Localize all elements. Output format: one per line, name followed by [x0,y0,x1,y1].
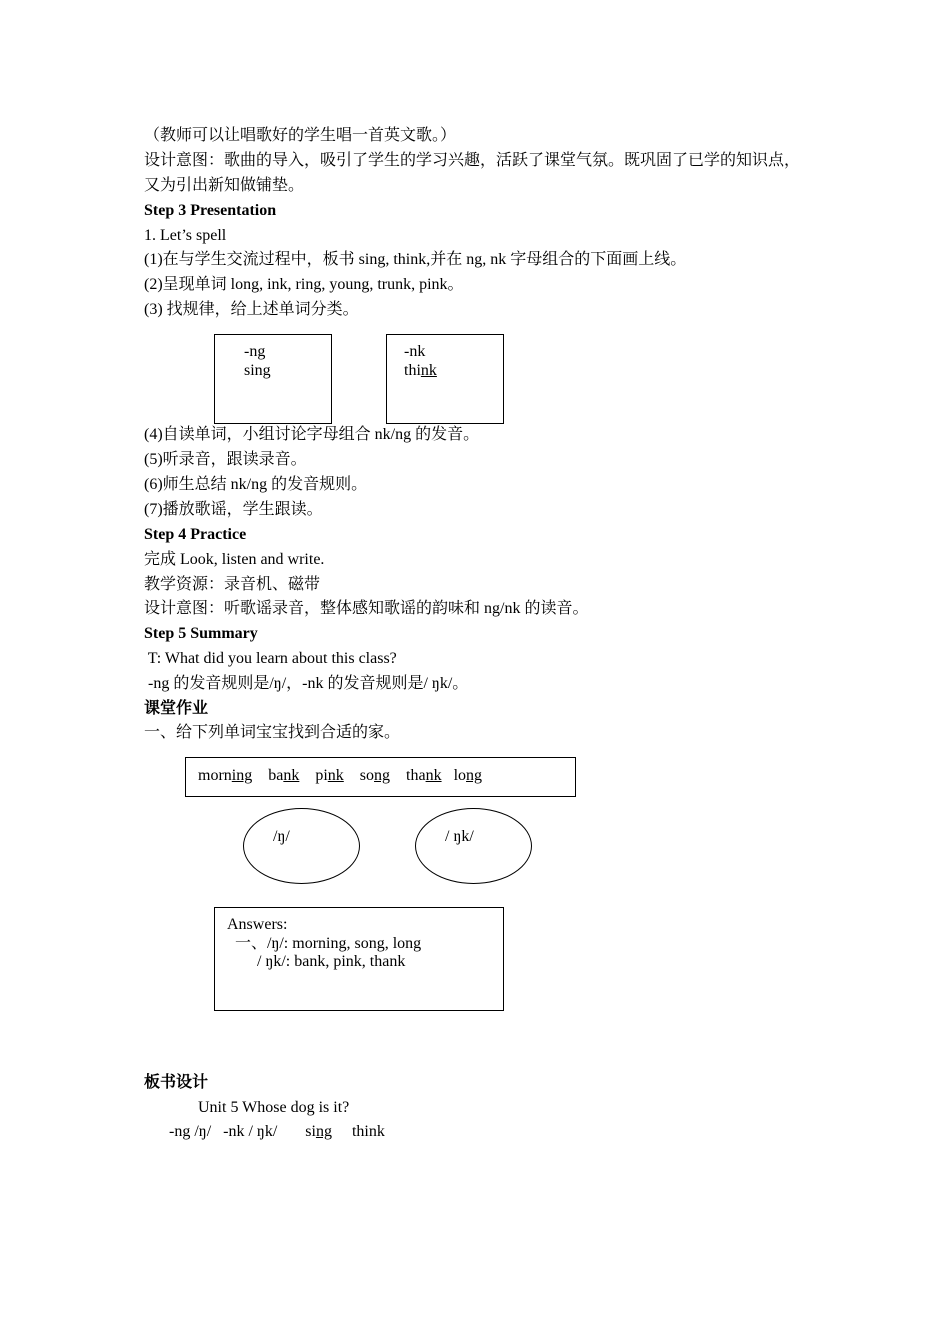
word-item: song [359,767,391,784]
step5-line-1: T: What did you learn about this class? [144,650,397,667]
word-item: thank [406,767,442,784]
board-row [169,1122,385,1142]
ng-sound-label: /ŋ/ [273,828,290,845]
nk-category-box [386,334,504,424]
board-title: Unit 5 Whose dog is it? [198,1099,350,1116]
word-item: long [453,767,483,784]
intro-line-1: （教师可以让唱歌好的学生唱一首英文歌。） [144,127,457,144]
ng-sound-oval [243,808,360,884]
step3-item-4: (4)自读单词，小组讨论字母组合 nk/ng 的发音。 [144,426,480,443]
homework-heading: 课堂作业 [144,700,209,717]
word-item: morning [198,767,253,784]
board-nk-rule: -nk / ŋk/ [223,1123,278,1140]
step4-line-2: 教学资源：录音机、磁带 [144,576,321,593]
step3-item-2: (2)呈现单词 long, ink, ring, young, trunk, pink。 [144,276,464,293]
board-word-think: think [351,1123,385,1140]
intro-line-3: 又为引出新知做铺垫。 [144,177,305,194]
step3-item-7: (7)播放歌谣，学生跟读。 [144,501,323,518]
answers-line-2: / ŋk/: bank, pink, thank [257,953,406,970]
step4-heading: Step 4 Practice [144,526,247,543]
word-item: pink [315,767,344,784]
nk-box-word: think [404,362,437,379]
answers-title: Answers: [227,916,288,933]
word-bank-box [185,757,576,797]
word-item: bank [268,767,300,784]
intro-line-2: 设计意图：歌曲的导入，吸引了学生的学习兴趣，活跃了课堂气氛。既巩固了已学的知识点， [144,152,801,169]
nk-sound-oval [415,808,532,884]
homework-task: 一、给下列单词宝宝找到合适的家。 [144,724,401,741]
step5-line-2: -ng 的发音规则是/ŋ/，-nk 的发音规则是/ ŋk/。 [144,675,469,692]
nk-box-label: -nk [404,343,426,360]
answers-line-1: 一、/ŋ/: morning, song, long [235,935,422,952]
ng-box-word: sing [244,362,271,379]
step5-heading: Step 5 Summary [144,625,258,642]
board-heading: 板书设计 [144,1074,209,1091]
ng-box-label: -ng [244,343,266,360]
board-word-sing: sing [305,1123,332,1140]
step3-item-3: (3) 找规律，给上述单词分类。 [144,301,359,318]
nk-sound-label: / ŋk/ [445,828,474,845]
answers-box [214,907,504,1011]
ng-category-box [214,334,332,424]
step4-line-3: 设计意图：听歌谣录音，整体感知歌谣的韵味和 ng/nk 的读音。 [144,600,589,617]
step4-line-1: 完成 Look, listen and write. [144,551,325,568]
step3-heading: Step 3 Presentation [144,202,277,219]
step3-item-1: (1)在与学生交流过程中，板书 sing, think,并在 ng, nk 字母组合的下面画上线。 [144,251,687,268]
step3-subheading: 1. Let’s spell [144,227,227,244]
step3-item-6: (6)师生总结 nk/ng 的发音规则。 [144,476,368,493]
board-ng-rule: -ng /ŋ/ [169,1123,212,1140]
word-bank-words [198,766,482,785]
step3-item-5: (5)听录音，跟读录音。 [144,451,307,468]
